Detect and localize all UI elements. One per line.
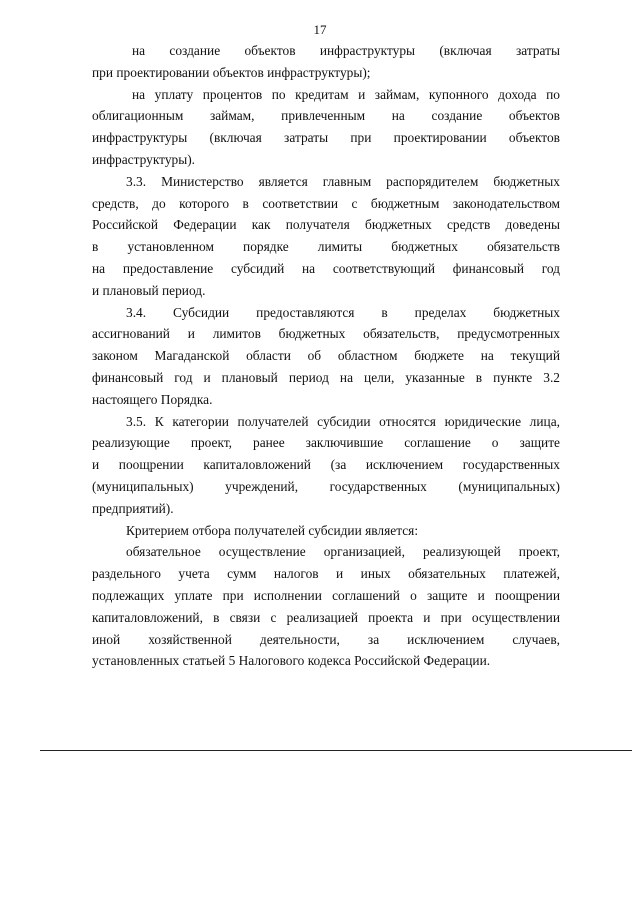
document-line: подлежащих уплате при исполнении соглашений о защите и поощрении: [92, 587, 560, 603]
document-line: раздельного учета сумм налогов и иных обязательных платежей,: [92, 566, 560, 582]
document-line: в установленном порядке лимиты бюджетных обязательств: [92, 239, 560, 255]
document-line: 3.4. Субсидии предоставляются в пределах бюджетных: [126, 304, 560, 320]
document-line: облигационным займам, привлеченным на создание объектов: [92, 108, 560, 124]
document-line: предприятий).: [92, 500, 174, 516]
document-line: на уплату процентов по кредитам и займам, купонного дохода по: [132, 86, 560, 102]
document-line: установленных статьей 5 Налогового кодекса Российской Федерации.: [92, 653, 491, 669]
document-line: реализующие проект, ранее заключившие соглашение о защите: [92, 435, 560, 451]
document-line: капиталовложений, в связи с реализацией проекта и при осуществлении: [92, 609, 560, 625]
footer-divider: [40, 750, 632, 751]
document-line: на создание объектов инфраструктуры (включая затраты: [132, 43, 560, 58]
document-body: [92, 40, 560, 672]
document-line: 3.3. Министерство является главным распорядителем бюджетных: [126, 173, 560, 189]
document-line: и плановый период.: [92, 282, 206, 298]
document-line: инфраструктуры).: [92, 151, 196, 167]
document-line: и поощрении капиталовложений (за исключением государственных: [92, 457, 560, 473]
document-line: обязательное осуществление организацией, реализующей проект,: [126, 544, 560, 560]
document-line: законом Магаданской области об областном бюджете на текущий: [92, 348, 560, 364]
document-line: ассигнований и лимитов бюджетных обязательств, предусмотренных: [92, 326, 560, 342]
document-line: иной хозяйственной деятельности, за исключением случаев,: [92, 631, 560, 647]
document-line: 3.5. К категории получателей субсидии относятся юридические лица,: [126, 413, 560, 429]
document-line: Критерием отбора получателей субсидии является:: [126, 522, 419, 538]
document-line: Российской Федерации как получателя бюджетных средств доведены: [92, 217, 560, 233]
document-line: настоящего Порядка.: [92, 391, 213, 407]
page-number: 17: [313, 22, 327, 37]
document-line: на предоставление субсидий на соответствующий финансовый год: [92, 260, 560, 276]
document-line: средств, до которого в соответствии с бюджетным законодательством: [92, 195, 560, 211]
document-line: финансовый год и плановый период на цели, указанные в пункте 3.2: [92, 369, 560, 385]
document-line: инфраструктуры (включая затраты при проектировании объектов: [92, 130, 560, 146]
document-line: (муниципальных) учреждений, государственных (муниципальных): [92, 478, 560, 494]
document-line: при проектировании объектов инфраструктуры);: [92, 64, 371, 80]
